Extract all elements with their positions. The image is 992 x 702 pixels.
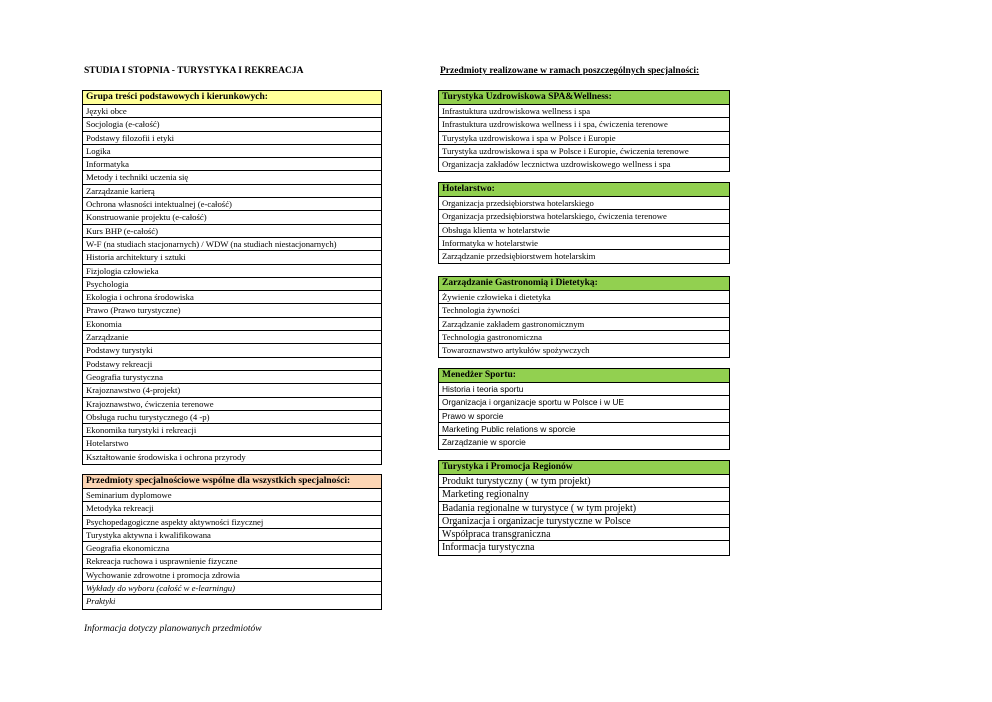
table-row: Organizacja i organizacje turystyczne w Polsce bbox=[439, 515, 729, 528]
table-row: Informacja turystyczna bbox=[442, 542, 535, 554]
table-row: Prawo (Prawo turystyczne) bbox=[83, 304, 381, 317]
table-row: Zarządzanie bbox=[83, 331, 381, 344]
table-row: Seminarium dyplomowe bbox=[83, 489, 381, 502]
table-row: Zarządzanie karierą bbox=[83, 185, 381, 198]
table-row: Turystyka aktywna i kwalifikowana bbox=[83, 529, 381, 542]
table-row: Żywienie człowieka i dietetyka bbox=[439, 291, 729, 304]
table-row: Zarządzanie przedsiębiorstwem hotelarskim bbox=[442, 251, 596, 262]
table-row: Języki obce bbox=[83, 105, 381, 118]
gastro-table bbox=[438, 276, 730, 358]
table-row: Zarządzanie zakładem gastronomicznym bbox=[439, 318, 729, 331]
table-row: Krajoznawstwo (4-projekt) bbox=[83, 384, 381, 397]
table-row: Marketing Public relations w sporcie bbox=[439, 423, 729, 436]
table-row: Informatyka w hotelarstwie bbox=[439, 237, 729, 250]
sport-table bbox=[438, 368, 730, 450]
basic-subjects-table bbox=[82, 90, 382, 465]
footnote: Informacja dotyczy planowanych przedmiotów bbox=[84, 624, 262, 634]
table-row: Technologia żywności bbox=[439, 304, 729, 317]
table-row: Turystyka uzdrowiskowa i spa w Polsce i Europie bbox=[439, 132, 729, 145]
table-row: Obsługa klienta w hotelarstwie bbox=[439, 224, 729, 237]
table-row: Podstawy turystyki bbox=[83, 344, 381, 357]
table-row: Historia architektury i sztuki bbox=[83, 251, 381, 264]
table-row: Ekologia i ochrona środowiska bbox=[83, 291, 381, 304]
table-row: Rekreacja ruchowa i usprawnienie fizyczne bbox=[83, 555, 381, 568]
table-row: Ekonomia bbox=[83, 318, 381, 331]
promo-table bbox=[438, 460, 730, 556]
hotel-header: Hotelarstwo: bbox=[439, 183, 729, 197]
sport-header: Menedżer Sportu: bbox=[439, 369, 729, 383]
table-row: Infrastuktura uzdrowiskowa wellness i i spa, ćwiczenia terenowe bbox=[439, 118, 729, 131]
table-row: Ekonomika turystyki i rekreacji bbox=[83, 424, 381, 437]
table-row: Organizacja zakładów lecznictwa uzdrowiskowego wellness i spa bbox=[442, 159, 671, 170]
table-row: Marketing regionalny bbox=[439, 488, 729, 501]
table-row: Informatyka bbox=[83, 158, 381, 171]
table-row: Turystyka uzdrowiskowa i spa w Polsce i Europie, ćwiczenia terenowe bbox=[439, 145, 729, 158]
table-row: Współpraca transgraniczna bbox=[439, 528, 729, 541]
table-row: Konstruowanie projektu (e-całość) bbox=[83, 211, 381, 224]
table-row: Organizacja przedsiębiorstwa hotelarskiego, ćwiczenia terenowe bbox=[439, 210, 729, 223]
table-row: Geografia ekonomiczna bbox=[83, 542, 381, 555]
table-row: Historia i teoria sportu bbox=[439, 383, 729, 396]
spa-header: Turystyka Uzdrowiskowa SPA&Wellness: bbox=[439, 91, 729, 105]
table-row: Organizacja przedsiębiorstwa hotelarskiego bbox=[439, 197, 729, 210]
spa-table bbox=[438, 90, 730, 172]
basic-subjects-header: Grupa treści podstawowych i kierunkowych: bbox=[83, 91, 381, 105]
table-row: Badania regionalne w turystyce ( w tym projekt) bbox=[439, 502, 729, 515]
table-row: Hotelarstwo bbox=[83, 437, 381, 450]
page-title: STUDIA I STOPNIA - TURYSTYKA I REKREACJA bbox=[84, 66, 304, 76]
table-row: Infrastuktura uzdrowiskowa wellness i spa bbox=[439, 105, 729, 118]
table-row: Fizjologia człowieka bbox=[83, 265, 381, 278]
table-row: Kurs BHP (e-całość) bbox=[83, 225, 381, 238]
specializations-title: Przedmioty realizowane w ramach poszczególnych specjalności: bbox=[440, 66, 700, 76]
promo-header: Turystyka i Promocja Regionów bbox=[439, 461, 729, 475]
table-row: Wykłady do wyboru (całość w e-learningu) bbox=[83, 582, 381, 595]
table-row: Socjologia (e-całość) bbox=[83, 118, 381, 131]
table-row: Praktyki bbox=[86, 596, 116, 607]
table-row: Produkt turystyczny ( w tym projekt) bbox=[439, 475, 729, 488]
table-row: Metody i techniki uczenia się bbox=[83, 171, 381, 184]
table-row: Psychopedagogiczne aspekty aktywności fizycznej bbox=[83, 516, 381, 529]
table-row: Podstawy filozofii i etyki bbox=[83, 132, 381, 145]
table-row: Organizacja i organizacje sportu w Polsce i w UE bbox=[439, 396, 729, 409]
table-row: Prawo w sporcie bbox=[439, 410, 729, 423]
common-subjects-table bbox=[82, 474, 382, 610]
table-row: W-F (na studiach stacjonarnych) / WDW (na studiach niestacjonarnych) bbox=[83, 238, 381, 251]
table-row: Kształtowanie środowiska i ochrona przyrody bbox=[86, 451, 246, 462]
common-subjects-header: Przedmioty specjalnościowe wspólne dla wszystkich specjalności: bbox=[83, 475, 381, 489]
table-row: Metodyka rekreacji bbox=[83, 502, 381, 515]
table-row: Zarządzanie w sporcie bbox=[442, 437, 526, 448]
table-row: Geografia turystyczna bbox=[83, 371, 381, 384]
table-row: Technologia gastronomiczna bbox=[439, 331, 729, 344]
gastro-header: Zarządzanie Gastronomią i Dietetyką: bbox=[439, 277, 729, 291]
table-row: Wychowanie zdrowotne i promocja zdrowia bbox=[83, 569, 381, 582]
table-row: Ochrona własności intektualnej (e-całość) bbox=[83, 198, 381, 211]
table-row: Psychologia bbox=[83, 278, 381, 291]
table-row: Logika bbox=[83, 145, 381, 158]
hotel-table bbox=[438, 182, 730, 264]
table-row: Towaroznawstwo artykułów spożywczych bbox=[442, 345, 590, 356]
table-row: Krajoznawstwo, ćwiczenia terenowe bbox=[83, 398, 381, 411]
table-row: Podstawy rekreacji bbox=[83, 358, 381, 371]
table-row: Obsługa ruchu turystycznego (4 -p) bbox=[83, 411, 381, 424]
